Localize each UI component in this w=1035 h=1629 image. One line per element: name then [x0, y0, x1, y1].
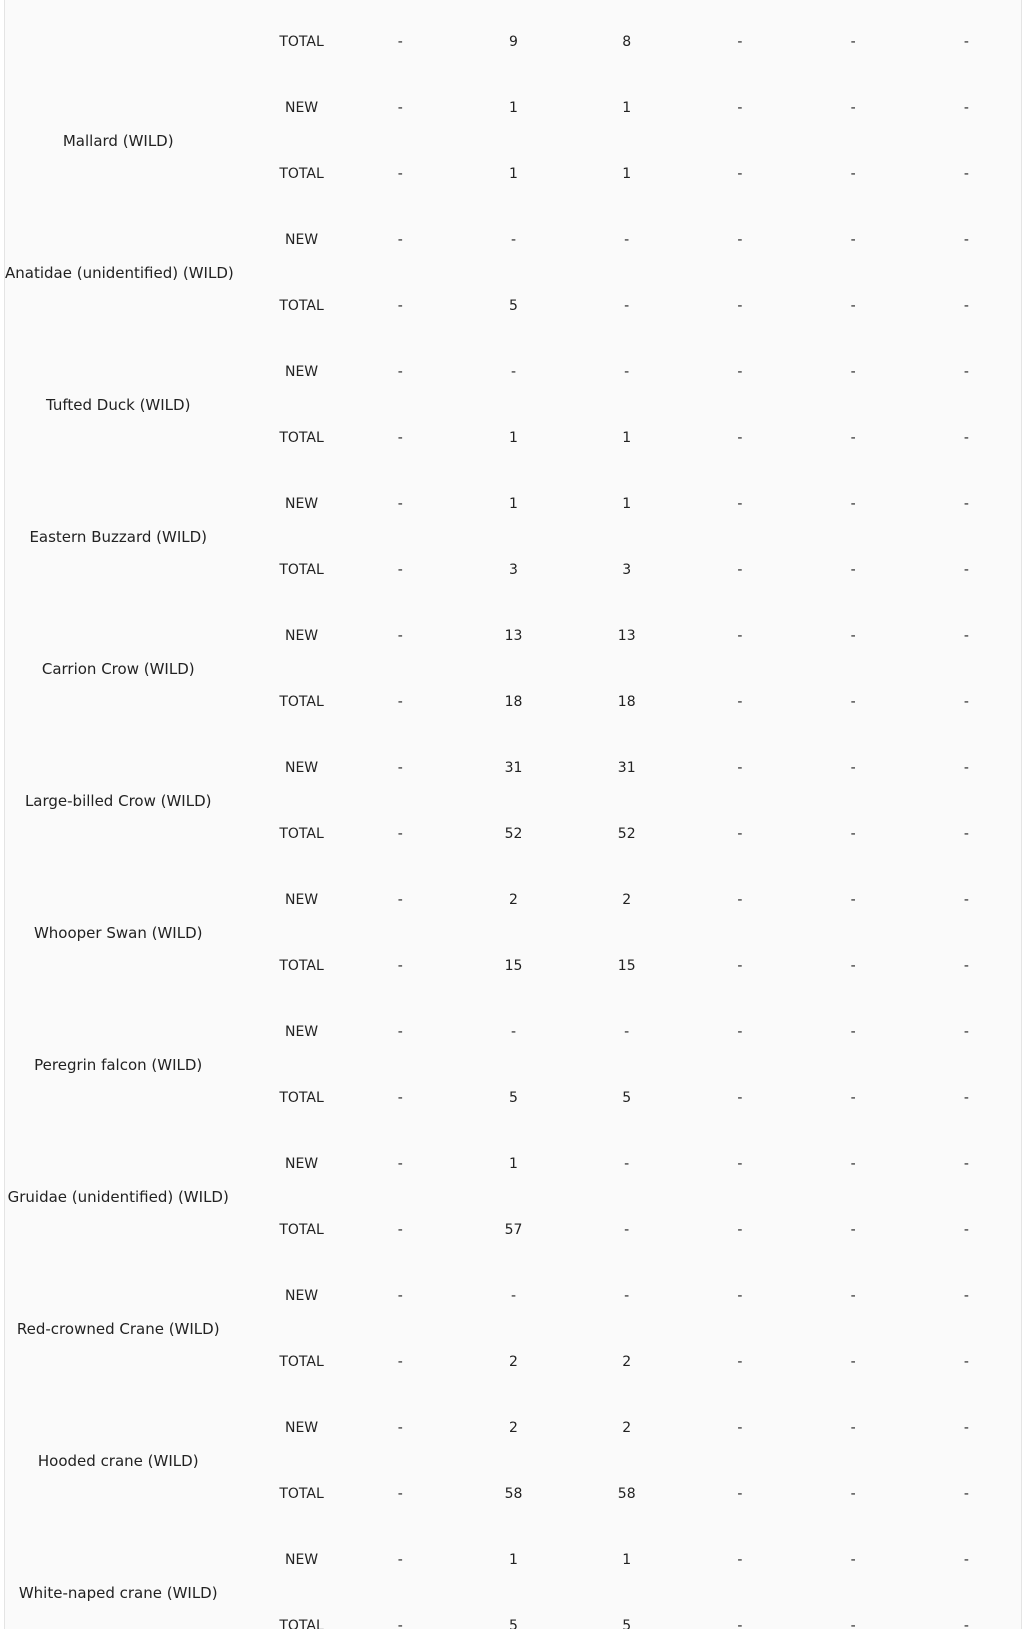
table-row-new: [5, 867, 1022, 933]
count-cell: 9: [509, 34, 518, 50]
species-name: Tufted Duck (WILD): [46, 395, 191, 414]
count-cell: -: [963, 562, 969, 578]
row-type-label: TOTAL: [279, 562, 324, 578]
row-type-label: [239, 0, 343, 9]
row-type-label: NEW: [284, 760, 319, 776]
species-name: Large-billed Crow (WILD): [24, 791, 212, 810]
count-cell: -: [850, 1618, 856, 1629]
row-type-label: TOTAL: [279, 1354, 324, 1370]
count-cell: -: [397, 34, 403, 50]
count-cell: -: [397, 562, 403, 578]
count-cell: -: [397, 1552, 403, 1568]
count-cell: -: [737, 826, 743, 842]
count-cell: -: [850, 892, 856, 908]
count-cell: -: [737, 628, 743, 644]
count-cell: -: [510, 1288, 517, 1304]
count-cell: -: [737, 694, 743, 710]
count-cell: -: [397, 496, 403, 512]
table-body: [5, 0, 1022, 1629]
count-cell: -: [397, 364, 403, 380]
count-cell: -: [963, 1354, 969, 1370]
count-cell: 15: [504, 958, 523, 974]
species-outbreak-table: [5, 0, 1022, 1629]
count-cell: -: [624, 1222, 630, 1238]
count-cell: 2: [622, 892, 632, 908]
count-cell: -: [624, 298, 630, 314]
count-cell: -: [963, 1486, 969, 1502]
count-cell: 2: [622, 1420, 632, 1436]
count-cell: -: [737, 34, 743, 50]
count-cell: -: [737, 1222, 743, 1238]
row-type-label: TOTAL: [279, 826, 324, 842]
count-cell: 2: [622, 1354, 632, 1370]
count-cell: -: [397, 1156, 403, 1172]
row-type-label: TOTAL: [279, 1090, 324, 1106]
count-cell: -: [963, 1090, 969, 1106]
count-cell: -: [963, 628, 969, 644]
count-cell: [910, 0, 1022, 9]
count-cell: -: [850, 364, 856, 380]
species-name: Red-crowned Crane (WILD): [16, 1319, 220, 1338]
count-cell: 18: [504, 694, 523, 710]
count-cell: -: [963, 1618, 969, 1629]
count-cell: -: [850, 496, 856, 512]
row-type-label: NEW: [284, 1156, 319, 1172]
count-cell: -: [510, 232, 517, 248]
count-cell: -: [850, 826, 856, 842]
count-cell: -: [963, 694, 969, 710]
count-cell: -: [850, 694, 856, 710]
table-row-new: [5, 735, 1022, 801]
count-cell: -: [397, 760, 403, 776]
count-cell: [797, 0, 910, 9]
count-cell: -: [737, 1618, 743, 1629]
count-cell: -: [397, 1024, 403, 1040]
count-cell: 18: [617, 694, 636, 710]
count-cell: 3: [509, 562, 518, 578]
count-cell: -: [737, 1486, 743, 1502]
count-cell: -: [737, 496, 743, 512]
count-cell: -: [850, 1222, 856, 1238]
species-name: Hooded crane (WILD): [37, 1451, 199, 1470]
count-cell: -: [850, 1090, 856, 1106]
count-cell: -: [850, 562, 856, 578]
row-type-label: TOTAL: [279, 958, 324, 974]
count-cell: [570, 0, 683, 9]
table-row-new: [5, 1131, 1022, 1197]
table-row-new: [5, 1263, 1022, 1329]
count-cell: -: [963, 1156, 969, 1172]
count-cell: -: [397, 826, 403, 842]
count-cell: 5: [622, 1090, 632, 1106]
row-type-label: TOTAL: [279, 1618, 324, 1629]
row-type-label: TOTAL: [279, 166, 324, 182]
species-name: [5, 0, 239, 75]
count-cell: -: [737, 430, 743, 446]
row-type-label: NEW: [284, 1552, 319, 1568]
count-cell: -: [850, 1420, 856, 1436]
count-cell: -: [397, 1486, 403, 1502]
count-cell: 52: [617, 826, 636, 842]
species-name: Carrion Crow (WILD): [41, 659, 195, 678]
count-cell: -: [963, 232, 969, 248]
row-type-label: NEW: [284, 100, 319, 116]
count-cell: -: [397, 166, 403, 182]
count-cell: -: [963, 364, 969, 380]
count-cell: -: [963, 298, 969, 314]
row-type-label: NEW: [284, 628, 319, 644]
row-type-label: NEW: [284, 1420, 319, 1436]
count-cell: -: [397, 958, 403, 974]
count-cell: [344, 0, 457, 9]
count-cell: -: [737, 892, 743, 908]
count-cell: -: [397, 1090, 403, 1106]
count-cell: -: [397, 232, 403, 248]
count-cell: -: [737, 1552, 743, 1568]
count-cell: -: [624, 1288, 630, 1304]
count-cell: -: [963, 496, 969, 512]
count-cell: -: [963, 892, 969, 908]
count-cell: 1: [509, 496, 518, 512]
count-cell: -: [397, 1354, 403, 1370]
count-cell: -: [850, 166, 856, 182]
species-name: Mallard (WILD): [62, 131, 174, 150]
count-cell: -: [624, 364, 630, 380]
count-cell: -: [397, 1222, 403, 1238]
count-cell: -: [397, 628, 403, 644]
count-cell: -: [963, 1222, 969, 1238]
count-cell: -: [850, 1288, 856, 1304]
count-cell: 52: [504, 826, 523, 842]
count-cell: -: [850, 628, 856, 644]
count-cell: 58: [617, 1486, 636, 1502]
count-cell: 13: [504, 628, 523, 644]
count-cell: -: [624, 232, 630, 248]
count-cell: 1: [622, 1552, 632, 1568]
count-cell: -: [850, 430, 856, 446]
row-type-label: TOTAL: [279, 34, 324, 50]
count-cell: 57: [504, 1222, 523, 1238]
count-cell: 1: [622, 166, 632, 182]
count-cell: -: [850, 1024, 856, 1040]
count-cell: -: [624, 1156, 630, 1172]
row-type-label: NEW: [284, 1288, 319, 1304]
count-cell: -: [397, 430, 403, 446]
count-cell: -: [850, 100, 856, 116]
count-cell: 3: [622, 562, 632, 578]
row-type-label: TOTAL: [279, 430, 324, 446]
count-cell: -: [737, 562, 743, 578]
count-cell: -: [963, 1024, 969, 1040]
count-cell: 5: [509, 1618, 518, 1629]
count-cell: -: [737, 958, 743, 974]
count-cell: -: [963, 34, 969, 50]
count-cell: -: [397, 1618, 403, 1629]
count-cell: -: [510, 364, 517, 380]
count-cell: -: [963, 760, 969, 776]
count-cell: -: [963, 1552, 969, 1568]
count-cell: -: [850, 760, 856, 776]
table-panel: [4, 0, 1022, 1629]
table-row-new: [5, 75, 1022, 141]
count-cell: 58: [504, 1486, 523, 1502]
count-cell: -: [737, 232, 743, 248]
table-row-new: [5, 603, 1022, 669]
count-cell: -: [963, 826, 969, 842]
count-cell: 1: [509, 100, 518, 116]
row-type-label: NEW: [284, 892, 319, 908]
count-cell: -: [963, 430, 969, 446]
species-name: Gruidae (unidentified) (WILD): [7, 1187, 229, 1206]
count-cell: -: [850, 298, 856, 314]
count-cell: 31: [504, 760, 523, 776]
count-cell: -: [850, 1552, 856, 1568]
count-cell: 1: [622, 100, 632, 116]
count-cell: 2: [509, 1354, 518, 1370]
count-cell: -: [397, 694, 403, 710]
table-row-new: [5, 1527, 1022, 1593]
count-cell: 15: [617, 958, 636, 974]
species-name: Anatidae (unidentified) (WILD): [5, 263, 234, 282]
count-cell: -: [397, 100, 403, 116]
table-row-new: [5, 207, 1022, 273]
count-cell: -: [963, 1288, 969, 1304]
count-cell: 2: [509, 1420, 518, 1436]
count-cell: -: [397, 892, 403, 908]
count-cell: -: [397, 1288, 403, 1304]
count-cell: -: [737, 760, 743, 776]
count-cell: -: [963, 100, 969, 116]
count-cell: -: [850, 1486, 856, 1502]
row-type-label: TOTAL: [279, 1222, 324, 1238]
count-cell: -: [850, 1354, 856, 1370]
count-cell: -: [737, 364, 743, 380]
count-cell: -: [963, 166, 969, 182]
count-cell: 31: [617, 760, 636, 776]
species-name: Peregrin falcon (WILD): [34, 1055, 203, 1074]
table-row-new: [5, 1395, 1022, 1461]
row-type-label: NEW: [284, 1024, 319, 1040]
count-cell: -: [510, 1024, 517, 1040]
table-row-new: [5, 339, 1022, 405]
count-cell: -: [624, 1024, 630, 1040]
count-cell: -: [850, 1156, 856, 1172]
count-cell: -: [737, 100, 743, 116]
count-cell: 5: [509, 1090, 518, 1106]
count-cell: -: [963, 1420, 969, 1436]
count-cell: -: [737, 1156, 743, 1172]
row-type-label: TOTAL: [279, 694, 324, 710]
count-cell: 1: [509, 1552, 518, 1568]
row-type-label: NEW: [284, 364, 319, 380]
count-cell: -: [737, 298, 743, 314]
row-type-label: NEW: [284, 232, 319, 248]
count-cell: 5: [622, 1618, 632, 1629]
count-cell: -: [737, 1420, 743, 1436]
count-cell: 2: [509, 892, 518, 908]
table-row-new: [5, 999, 1022, 1065]
count-cell: -: [397, 1420, 403, 1436]
count-cell: 1: [509, 1156, 518, 1172]
species-name: White-naped crane (WILD): [18, 1583, 218, 1602]
count-cell: 1: [622, 496, 632, 512]
table-row-new: [5, 471, 1022, 537]
count-cell: -: [397, 298, 403, 314]
count-cell: 13: [617, 628, 636, 644]
row-type-label: TOTAL: [279, 298, 324, 314]
count-cell: 1: [622, 430, 632, 446]
count-cell: 5: [509, 298, 518, 314]
count-cell: [683, 0, 796, 9]
count-cell: -: [737, 1288, 743, 1304]
count-cell: -: [850, 958, 856, 974]
count-cell: 1: [509, 430, 518, 446]
count-cell: -: [737, 166, 743, 182]
row-type-label: TOTAL: [279, 1486, 324, 1502]
table-row-new: [5, 0, 1022, 9]
count-cell: -: [850, 232, 856, 248]
count-cell: -: [850, 34, 856, 50]
count-cell: 1: [509, 166, 518, 182]
count-cell: -: [737, 1024, 743, 1040]
count-cell: -: [963, 958, 969, 974]
count-cell: -: [737, 1354, 743, 1370]
count-cell: 8: [622, 34, 632, 50]
species-name: Whooper Swan (WILD): [33, 923, 203, 942]
row-type-label: NEW: [284, 496, 319, 512]
count-cell: [457, 0, 570, 9]
species-name: Eastern Buzzard (WILD): [29, 527, 208, 546]
count-cell: -: [737, 1090, 743, 1106]
